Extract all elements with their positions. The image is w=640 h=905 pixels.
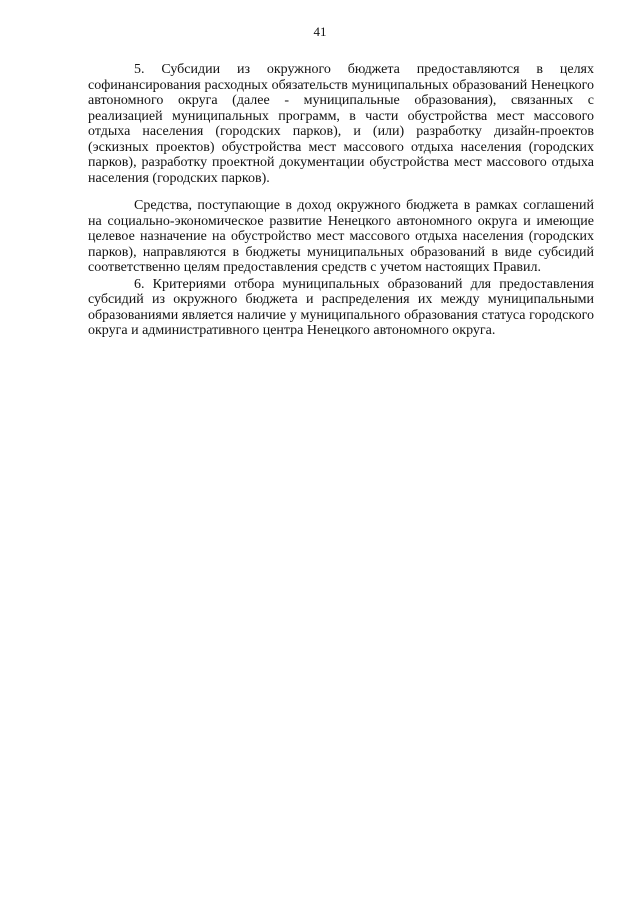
document-body [88,62,594,340]
paragraph: 5. Субсидии из окружного бюджета предоставляются в целях софинансирования расходных обязательств муниципальных образований Ненецкого автономного округа (далее - муниципальные образования), связанных с реализацией муниципальных программ, в части обустройства мест массового отдыха населения (городских парков), и (или) разработку дизайн-проектов (эскизных проектов) обустройства мест массового отдыха населения (городских парков), разработку проектной документации обустройства мест массового отдыха населения (городских парков). [88,62,594,186]
page-number: 41 [313,24,327,39]
paragraph: Средства, поступающие в доход окружного бюджета в рамках соглашений на социально-экономическое развитие Ненецкого автономного округа и имеющие целевое назначение на обустройство мест массового отдыха населения (городских парков), направляются в бюджеты муниципальных образований в виде субсидий соответственно целям предоставления средств с учетом настоящих Правил. [88,198,594,275]
paragraph: 6. Критериями отбора муниципальных образований для предоставления субсидий из окружного бюджета и распределения их между муниципальными образованиями является наличие у муниципального образования статуса городского округа и административного центра Ненецкого автономного округа. [88,276,594,338]
